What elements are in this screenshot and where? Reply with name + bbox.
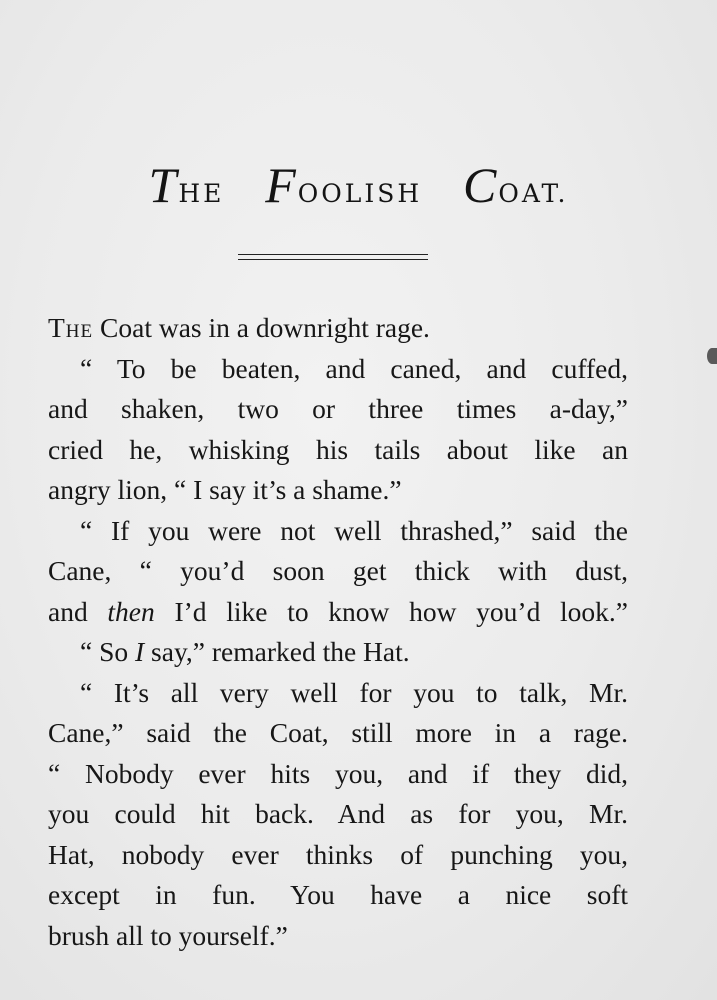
title-initial: C xyxy=(462,157,499,213)
text-segment: and xyxy=(48,595,108,627)
italic-word: I xyxy=(135,636,145,667)
text-line xyxy=(48,835,628,876)
page-title xyxy=(0,157,717,213)
text-segment: except in fun. You have a nice soft xyxy=(48,879,628,910)
title-initial: T xyxy=(148,157,179,213)
title-word-rest: HE xyxy=(178,179,225,208)
text-segment: “ If you were not well thrashed,” said the xyxy=(80,514,628,546)
title-word-1 xyxy=(148,157,225,213)
text-segment: I’d like to know how you’d look.” xyxy=(154,595,628,627)
text-segment: “ So xyxy=(80,636,135,667)
text-line xyxy=(48,916,628,957)
text-line xyxy=(48,430,628,471)
title-double-rule xyxy=(238,254,428,260)
text-line xyxy=(48,673,628,714)
text-segment: The xyxy=(48,312,94,343)
text-line xyxy=(48,713,628,754)
story-text xyxy=(48,308,628,956)
text-line xyxy=(48,632,628,673)
text-segment: brush all to yourself.” xyxy=(48,919,288,951)
page-edge-mark xyxy=(707,348,717,364)
text-segment: cried he, whisking his tails about like an xyxy=(48,433,628,465)
text-segment: Cane, “ you’d soon get thick with dust, xyxy=(48,555,628,586)
text-segment: Cane,” said the Coat, still more in a rage. xyxy=(48,717,628,748)
text-line xyxy=(48,308,628,349)
text-line xyxy=(48,349,628,390)
text-segment: angry lion, “ I say it’s a shame.” xyxy=(48,474,402,505)
text-segment: Coat was in a downright rage. xyxy=(93,312,430,343)
title-word-2 xyxy=(265,157,423,213)
text-line xyxy=(48,470,628,511)
title-word-3 xyxy=(462,157,569,213)
text-line xyxy=(48,875,628,916)
title-initial: F xyxy=(265,157,298,213)
text-segment: “ To be beaten, and caned, and cuffed, xyxy=(80,352,628,384)
title-word-rest: OAT. xyxy=(498,179,569,208)
text-segment: “ Nobody ever hits you, and if they did, xyxy=(48,757,628,789)
text-line xyxy=(48,754,628,795)
text-line xyxy=(48,592,628,633)
text-line xyxy=(48,511,628,552)
text-line xyxy=(48,389,628,430)
text-segment: you could hit back. And as for you, Mr. xyxy=(48,798,628,829)
text-segment: Hat, nobody ever thinks of punching you, xyxy=(48,838,628,870)
italic-word: then xyxy=(107,595,155,627)
text-segment: say,” remarked the Hat. xyxy=(144,636,410,667)
text-line xyxy=(48,551,628,592)
title-word-rest: OOLISH xyxy=(297,179,423,208)
text-segment: and shaken, two or three times a-day,” xyxy=(48,393,628,424)
text-line xyxy=(48,794,628,835)
text-segment: “ It’s all very well for you to talk, Mr. xyxy=(80,676,628,708)
